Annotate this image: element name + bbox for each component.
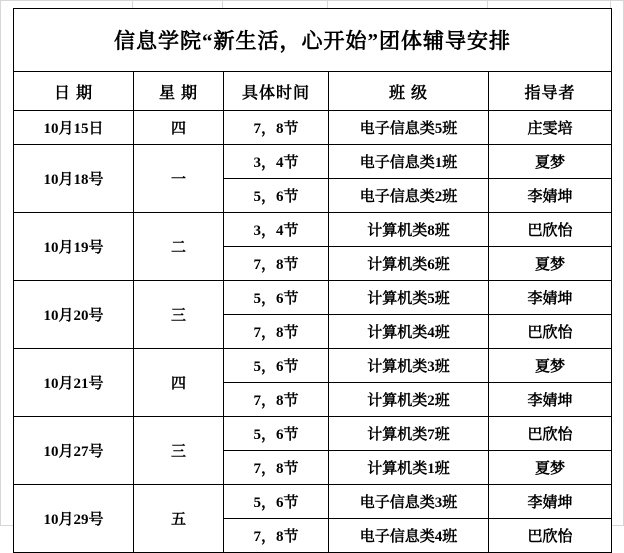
cell-weekday: 二 [134, 213, 224, 281]
cell-tutor: 巴欣怡 [489, 519, 612, 553]
schedule-table-container [13, 8, 611, 553]
cell-date: 10月27号 [14, 417, 134, 485]
cell-tutor: 夏梦 [489, 451, 612, 485]
cell-class: 电子信息类3班 [329, 485, 489, 519]
cell-class: 电子信息类5班 [329, 111, 489, 145]
cell-weekday: 一 [134, 145, 224, 213]
cell-time: 5，6节 [224, 349, 329, 383]
table-row [14, 213, 612, 247]
cell-class: 电子信息类4班 [329, 519, 489, 553]
header-row [14, 72, 612, 111]
cell-time: 7，8节 [224, 111, 329, 145]
cell-class: 计算机类8班 [329, 213, 489, 247]
cell-time: 3，4节 [224, 145, 329, 179]
cell-class: 计算机类2班 [329, 383, 489, 417]
cell-tutor: 夏梦 [489, 145, 612, 179]
cell-time: 7，8节 [224, 519, 329, 553]
column-header-weekday: 星 期 [134, 72, 224, 111]
cell-tutor: 夏梦 [489, 247, 612, 281]
cell-date: 10月18号 [14, 145, 134, 213]
title-row [14, 9, 612, 72]
cell-class: 计算机类7班 [329, 417, 489, 451]
cell-tutor: 李婧坤 [489, 485, 612, 519]
cell-weekday: 五 [134, 485, 224, 553]
table-row [14, 349, 612, 383]
cell-tutor: 巴欣怡 [489, 213, 612, 247]
cell-date: 10月29号 [14, 485, 134, 553]
cell-weekday: 四 [134, 111, 224, 145]
cell-time: 7，8节 [224, 451, 329, 485]
cell-date: 10月15日 [14, 111, 134, 145]
cell-class: 计算机类3班 [329, 349, 489, 383]
column-header-class: 班 级 [329, 72, 489, 111]
cell-date: 10月20号 [14, 281, 134, 349]
cell-tutor: 庄雯培 [489, 111, 612, 145]
cell-date: 10月21号 [14, 349, 134, 417]
cell-class: 计算机类4班 [329, 315, 489, 349]
cell-tutor: 李婧坤 [489, 179, 612, 213]
page-title: 信息学院“新生活，心开始”团体辅导安排 [14, 9, 612, 72]
cell-time: 7，8节 [224, 247, 329, 281]
cell-time: 5，6节 [224, 281, 329, 315]
cell-class: 计算机类1班 [329, 451, 489, 485]
cell-class: 电子信息类1班 [329, 145, 489, 179]
cell-time: 5，6节 [224, 417, 329, 451]
cell-tutor: 巴欣怡 [489, 315, 612, 349]
cell-tutor: 巴欣怡 [489, 417, 612, 451]
column-header-date: 日 期 [14, 72, 134, 111]
cell-date: 10月19号 [14, 213, 134, 281]
cell-class: 电子信息类2班 [329, 179, 489, 213]
cell-time: 5，6节 [224, 485, 329, 519]
column-header-time: 具体时间 [224, 72, 329, 111]
cell-class: 计算机类5班 [329, 281, 489, 315]
table-row [14, 281, 612, 315]
cell-time: 3，4节 [224, 213, 329, 247]
cell-weekday: 四 [134, 349, 224, 417]
table-row [14, 417, 612, 451]
table-row [14, 485, 612, 519]
cell-weekday: 三 [134, 417, 224, 485]
cell-time: 7，8节 [224, 383, 329, 417]
cell-time: 5，6节 [224, 179, 329, 213]
cell-weekday: 三 [134, 281, 224, 349]
cell-class: 计算机类6班 [329, 247, 489, 281]
cell-tutor: 李婧坤 [489, 281, 612, 315]
cell-tutor: 夏梦 [489, 349, 612, 383]
cell-tutor: 李婧坤 [489, 383, 612, 417]
table-row [14, 145, 612, 179]
schedule-table [13, 8, 612, 553]
column-header-tutor: 指导者 [489, 72, 612, 111]
table-row [14, 111, 612, 145]
cell-time: 7，8节 [224, 315, 329, 349]
